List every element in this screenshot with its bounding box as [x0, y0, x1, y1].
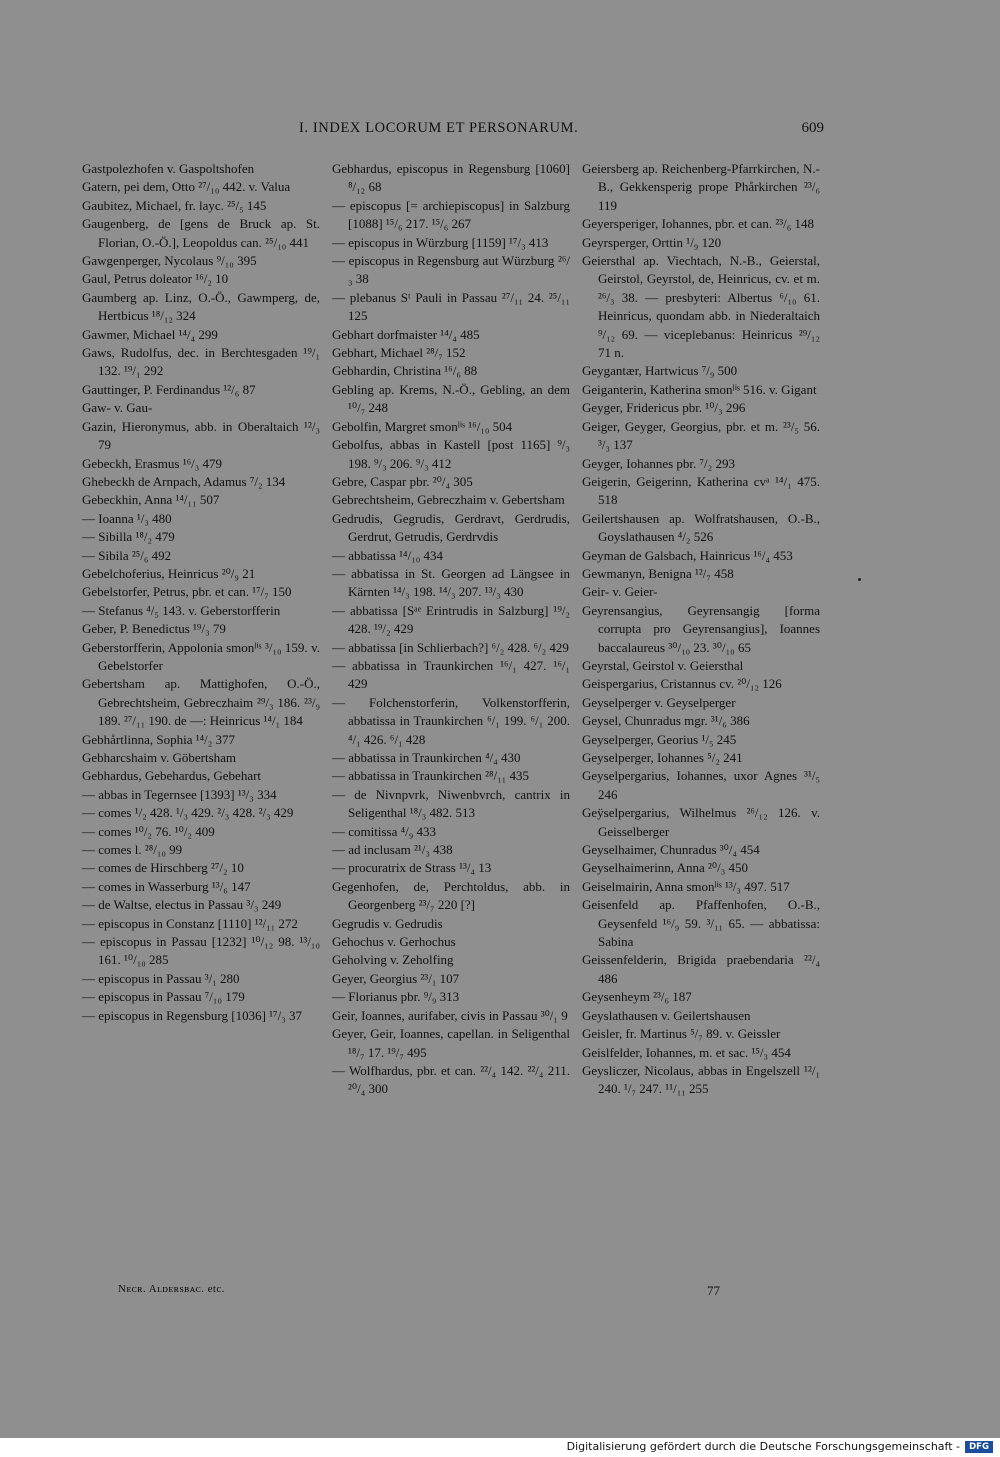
index-entry: — abbatissa [Sᵃᵉ Erintrudis in Salzburg] ¹⁹/₂ 428. ¹⁹/₂ 429: [332, 602, 570, 637]
index-entry: Gauttinger, P. Ferdinandus ¹²/₆ 87: [82, 381, 256, 397]
index-entry: — episcopus in Regensburg aut Würzburg ²⁶/₃ 38: [332, 253, 570, 287]
index-entry: Gastpolezhofen v. Gaspoltshofen: [82, 161, 255, 176]
index-entry: — abbatissa ¹⁴/₁₀ 434: [332, 547, 444, 563]
index-entry: — comitissa ⁴/₉ 433: [332, 823, 437, 839]
index-entry: Geyselpergarius, Iohannes, uxor Agnes ³¹/₅ 246: [582, 768, 820, 802]
index-entry: — episcopus [= archiepiscopus] in Salzburg [1088] ¹⁵/₆ 217. ¹⁵/₆ 267: [332, 197, 570, 232]
index-entry: Gaubitez, Michael, fr. layc. ²⁵/₅ 145: [82, 197, 267, 213]
index-entry: Gebhardus, Gebehardus, Gebehart: [82, 768, 262, 784]
credit-text: Digitalisierung gefördert durch die Deutsche Forschungsgemeinschaft -: [566, 1440, 960, 1453]
index-entry: — comes ¹/₂ 428. ¹/₃ 429. ²/₃ 428. ²/₃ 429: [82, 805, 294, 821]
index-entry: Gebling ap. Krems, N.-Ö., Gebling, an dem ¹⁰/₇ 248: [332, 381, 570, 416]
index-column-1: [82, 160, 320, 1025]
sheet-number: 77: [707, 1283, 720, 1298]
index-entry: Geyselhaimer, Chunradus ³⁰/₄ 454: [582, 842, 760, 858]
index-entry: Gebolfus, abbas in Kastell [post 1165] ⁹/₃ 198. ⁹/₃ 206. ⁹/₃ 412: [332, 437, 570, 471]
dfg-logo-icon[interactable]: DFG: [965, 1441, 993, 1453]
ink-speck: [858, 578, 861, 581]
index-entry: Geissenfelderin, Brigida praebendaria ²²/₄ 486: [582, 952, 820, 986]
index-entry: — episcopus in Constanz [1110] ¹²/₁₁ 272: [82, 915, 298, 931]
index-column-3: [582, 160, 820, 1099]
index-entry: — abbatissa in Traunkirchen ⁴/₄ 430: [332, 750, 521, 765]
index-entry: Geislfelder, Iohannes, m. et sac. ¹⁵/₃ 454: [582, 1044, 791, 1060]
index-entry: Geispergarius, Cristannus cv. ²⁰/₁₂ 126: [582, 676, 782, 692]
index-entry: Gebhardin, Christina ¹⁶/₆ 88: [332, 363, 478, 379]
index-entry: Gebhårtlinna, Sophia ¹⁴/₂ 377: [82, 731, 236, 747]
index-entry: — de Nivnpvrk, Niwenbvrch, cantrix in Seligenthal ¹⁸/₃ 482. 513: [332, 786, 570, 821]
index-entry: Gaul, Petrus doleator ¹⁶/₂ 10: [82, 271, 229, 287]
index-entry: Geyer, Georgius ²³/₁ 107: [332, 970, 460, 986]
index-entry: Geyselhaimerinn, Anna ²⁰/₃ 450: [582, 860, 748, 876]
index-entry: Geyman de Galsbach, Hainricus ¹⁶/₄ 453: [582, 547, 793, 563]
index-entry: Gawgenperger, Nycolaus ⁹/₁₀ 395: [82, 253, 257, 269]
index-entry: Gedrudis, Gegrudis, Gerdravt, Gerdrudis, Gerdrut, Getrudis, Gerdrvdis: [332, 510, 570, 545]
index-entry: Gazin, Hieronymus, abb. in Oberaltaich ¹²/₃ 79: [82, 418, 320, 453]
index-entry: Geyersperiger, Iohannes, pbr. et can. ²³/₆ 148: [582, 216, 815, 232]
index-entry: — ad inclusam ²¹/₃ 438: [332, 842, 453, 858]
index-entry: Gehochus v. Gerhochus: [332, 934, 456, 950]
index-entry: — abbatissa in Traunkirchen ¹⁶/₁ 427. ¹⁶/₁ 429: [332, 657, 570, 692]
index-entry: Geisler, fr. Martinus ⁵/₇ 89. v. Geissler: [582, 1026, 781, 1042]
index-entry: Geyslathausen v. Geilertshausen: [582, 1007, 751, 1023]
index-entry: — episcopus in Passau ⁷/₁₀ 179: [82, 989, 245, 1005]
index-entry: — abbatissa in St. Georgen ad Längsee in Kärnten ¹⁴/₃ 198. ¹⁴/₃ 207. ¹³/₃ 430: [332, 565, 570, 600]
index-entry: Gebhardus, episcopus in Regensburg [1060] ⁸/₁₂ 68: [332, 161, 570, 195]
index-entry: Geyrsperger, Orttin ¹/₉ 120: [582, 234, 722, 250]
index-entry: Geholving v. Zeholfing: [332, 952, 454, 968]
index-entry: Gebeckh, Erasmus ¹⁶/₃ 479: [82, 455, 223, 471]
index-entry: Gawmer, Michael ¹⁴/₄ 299: [82, 326, 218, 342]
index-entry: Geyselperger, Georius ¹/₅ 245: [582, 731, 737, 747]
index-entry: — abbas in Tegernsee [1393] ¹³/₃ 334: [82, 786, 277, 802]
index-column-2: [332, 160, 570, 1099]
index-entry: — plebanus Sᵗ Pauli in Passau ²⁷/₁₁ 24. ²⁵/₁₁ 125: [332, 289, 570, 324]
index-entry: Gebharcshaim v. Göbertsham: [82, 750, 237, 765]
index-entry: Gebhart, Michael ²⁸/₇ 152: [332, 345, 466, 361]
index-entry: Gebeckhin, Anna ¹⁴/₁₁ 507: [82, 492, 220, 508]
index-entry: Geygantær, Hartwicus ⁷/₉ 500: [582, 363, 738, 379]
index-entry: Gaw- v. Gau-: [82, 400, 153, 416]
index-entry: Geiganterin, Katherina smonˡⁱˢ 516. v. Gigant: [582, 381, 817, 397]
index-entry: — Sibila ²⁵/₆ 492: [82, 547, 172, 563]
index-entry: — Stefanus ⁴/₅ 143. v. Geberstorfferin: [82, 602, 281, 618]
index-entry: Geberstorfferin, Appolonia smonˡⁱˢ ³/₁₀ 159. v. Gebelstorfer: [82, 639, 320, 673]
index-entry: Geyrstal, Geirstol v. Geiersthal: [582, 657, 744, 673]
index-entry: — episcopus in Passau ³/₁ 280: [82, 970, 240, 986]
index-entry: — Sibilla ¹⁸/₂ 479: [82, 529, 175, 545]
index-entry: Geysel, Chunradus mgr. ³¹/₆ 386: [582, 713, 750, 729]
index-entry: — procuratrix de Strass ¹³/₄ 13: [332, 860, 492, 876]
index-entry: Geyger, Iohannes pbr. ⁷/₂ 293: [582, 455, 735, 471]
index-entry: Gebertsham ap. Mattighofen, O.-Ö., Gebrechtsheim, Gebreczhaim ²⁹/₃ 186. ²³/₉ 189. ²⁷/₁₁ 190. de —: Heinricus ¹⁴/₁ 184: [82, 676, 320, 729]
index-entry: Ghebeckh de Arnpach, Adamus ⁷/₂ 134: [82, 473, 286, 489]
index-entry: Geyselperger v. Geyselperger: [582, 694, 736, 710]
index-entry: Gaumberg ap. Linz, O.-Ö., Gawmperg, de, Hertbicus ¹⁸/₁₂ 324: [82, 289, 320, 324]
index-entry: Gatern, pei dem, Otto ²⁷/₁₀ 442. v. Valua: [82, 179, 291, 195]
index-entry: Geilertshausen ap. Wolfratshausen, O.-B., Goyslathausen ⁴/₂ 526: [582, 510, 820, 545]
index-entry: Gebelstorfer, Petrus, pbr. et can. ¹⁷/₇ 150: [82, 584, 292, 600]
page-header: [84, 120, 824, 142]
index-entry: Gebrechtsheim, Gebreczhaim v. Gebertsham: [332, 492, 565, 508]
index-entry: Gegenhofen, de, Perchtoldus, abb. in Georgenberg ²³/₇ 220 [?]: [332, 878, 570, 913]
index-entry: — comes ¹⁰/₂ 76. ¹⁰/₂ 409: [82, 823, 215, 839]
page-number: 609: [801, 120, 824, 136]
index-entry: Geyrensangius, Geyrensangig [forma corrupta pro Geyrensangius], Ioannes baccalaureus ³⁰/₁₀ 23. ³⁰/₁₀ 65: [582, 602, 820, 655]
index-entry: Gebolfin, Margret smonˡⁱˢ ¹⁶/₁₀ 504: [332, 418, 513, 434]
index-entry: — Florianus pbr. ⁹/₉ 313: [332, 989, 460, 1005]
index-entry: Geisenfeld ap. Pfaffenhofen, O.-B., Geysenfeld ¹⁶/₉ 59. ³/₁₁ 65. — abbatissa: Sabina: [582, 897, 820, 950]
index-entry: Geyger, Fridericus pbr. ¹⁰/₃ 296: [582, 400, 746, 416]
index-entry: Geiselmairin, Anna smonˡⁱˢ ¹³/₃ 497. 517: [582, 878, 790, 894]
index-entry: Geyselperger, Iohannes ⁵/₂ 241: [582, 750, 743, 765]
index-columns: [82, 160, 822, 1280]
index-entry: Geysliczer, Nicolaus, abbas in Engelszell ¹²/₁ 240. ¹/₇ 247. ¹¹/₁₁ 255: [582, 1062, 820, 1097]
index-entry: Geber, P. Benedictus ¹⁹/₃ 79: [82, 621, 226, 637]
index-entry: Geÿselpergarius, Wilhelmus ²⁶/₁₂ 126. v. Geisselberger: [582, 805, 820, 839]
index-entry: — episcopus in Passau [1232] ¹⁰/₁₂ 98. ¹³/₁₀ 161. ¹⁰/₁₀ 285: [82, 934, 320, 968]
index-entry: Geiersthal ap. Viechtach, N.-B., Geierstal, Geirstol, Geyrstol, de, Heinricus, cv. et m. ²⁶/₃ 38. — presbyteri: Albertus ⁶/₁₀ 61. Heinricus, quondam abb. in Niederaltaich ⁹/₁₂ 69. — viceplebanus: Heinricus ²⁹/₁₂ 71 n.: [582, 253, 820, 361]
index-entry: — abbatissa [in Schlierbach?] ⁶/₂ 428. ⁶/₂ 429: [332, 639, 569, 655]
index-entry: Gebelchoferius, Heinricus ²⁰/₉ 21: [82, 565, 256, 581]
index-entry: Gewmanyn, Benigna ¹²/₇ 458: [582, 565, 734, 581]
running-title: I. INDEX LOCORUM ET PERSONARUM.: [299, 120, 579, 136]
index-entry: Gaugenberg, de [gens de Bruck ap. St. Florian, O.-Ö.], Leopoldus can. ²⁵/₁₀ 441: [82, 216, 320, 250]
index-entry: — episcopus in Regensburg [1036] ¹⁷/₃ 37: [82, 1007, 302, 1023]
printer-signature: Nᴇᴄʀ. Aʟᴅᴇʀsʙᴀᴄ. etc.: [118, 1283, 225, 1295]
index-entry: — comes de Hirschberg ²⁷/₂ 10: [82, 860, 244, 876]
index-entry: — Folchenstorferin, Volkenstorfferin, abbatissa in Traunkirchen ⁶/₁ 199. ⁶/₁ 200. ⁴/₁ 426. ⁶/₁ 428: [332, 694, 570, 747]
index-entry: Geiger, Geyger, Georgius, pbr. et m. ²³/₅ 56. ³/₃ 137: [582, 418, 820, 453]
index-entry: Gebhart dorfmaister ¹⁴/₄ 485: [332, 326, 480, 342]
index-entry: Gebre, Caspar pbr. ²⁰/₄ 305: [332, 473, 473, 489]
index-entry: Geyer, Geir, Ioannes, capellan. in Seligenthal ¹⁸/₇ 17. ¹⁹/₇ 495: [332, 1026, 570, 1060]
index-entry: Geir, Ioannes, aurifaber, civis in Passau ³⁰/₁ 9: [332, 1007, 568, 1023]
index-entry: — episcopus in Würzburg [1159] ¹⁷/₃ 413: [332, 234, 549, 250]
index-entry: — abbatissa in Traunkirchen ²⁸/₁₁ 435: [332, 768, 529, 784]
index-entry: — comes l. ²⁸/₁₀ 99: [82, 842, 183, 858]
index-entry: Geir- v. Geier-: [582, 584, 658, 600]
index-entry: Geysenheym ²³/₆ 187: [582, 989, 692, 1005]
index-entry: — Ioanna ¹/₃ 480: [82, 510, 172, 526]
index-entry: Gaws, Rudolfus, dec. in Berchtesgaden ¹⁹/₁ 132. ¹⁹/₁ 292: [82, 345, 320, 379]
index-entry: Geiersberg ap. Reichenberg-Pfarrkirchen, N.-B., Gekkensperig prope Phårkirchen ²³/₆ 119: [582, 161, 820, 213]
index-entry: — comes in Wasserburg ¹³/₆ 147: [82, 878, 251, 894]
index-entry: Gegrudis v. Gedrudis: [332, 915, 443, 931]
digitization-credit-bar: [0, 1438, 1000, 1457]
index-entry: — de Waltse, electus in Passau ³/₃ 249: [82, 897, 282, 913]
index-entry: Geigerin, Geigerinn, Katherina cvᵃ ¹⁴/₁ 475. 518: [582, 473, 820, 508]
index-entry: — Wolfhardus, pbr. et can. ²²/₄ 142. ²²/₄ 211. ²⁰/₄ 300: [332, 1062, 570, 1097]
